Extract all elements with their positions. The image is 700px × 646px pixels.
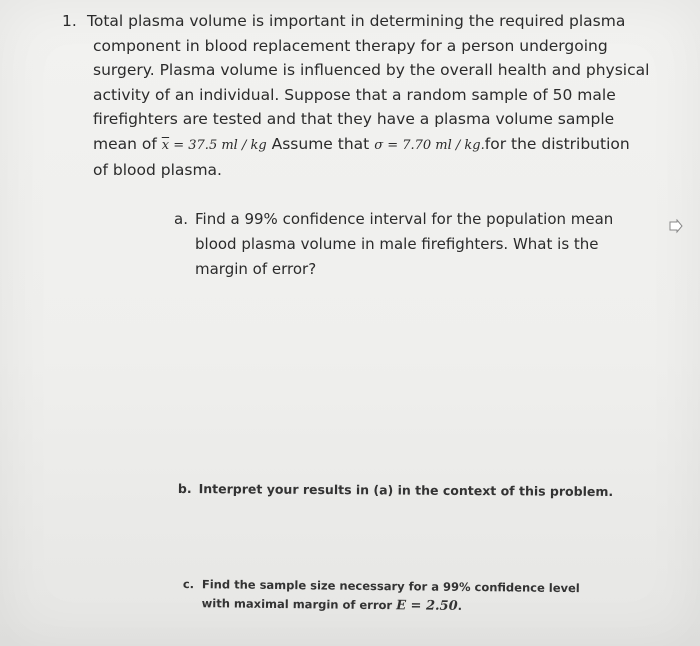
- part-b: [178, 479, 638, 502]
- assume-text: Assume that: [271, 134, 370, 153]
- error-expression: E = 2.50: [396, 598, 458, 614]
- part-a: [174, 207, 644, 282]
- question-line: of blood plasma.: [93, 161, 222, 179]
- question-line: surgery. Plasma volume is influenced by the overall health and physical: [93, 61, 650, 79]
- sigma-expression: σ = 7.70 ml / kg.: [374, 137, 485, 153]
- xbar-value: = 37.5 ml / kg: [169, 137, 267, 153]
- part-c-suffix: .: [457, 598, 463, 613]
- part-c-label: c.: [182, 576, 195, 592]
- part-a-label: a.: [174, 210, 188, 228]
- xbar-symbol: $\overline{x}$: [161, 137, 170, 153]
- part-a-line: margin of error?: [195, 260, 317, 278]
- part-a-line: blood plasma volume in male firefighters. What is the: [195, 235, 599, 253]
- question-line: component in blood replacement therapy for a person undergoing: [93, 36, 608, 55]
- part-c-text: [202, 575, 623, 617]
- part-b-label: b.: [177, 480, 192, 497]
- question-line: firefighters are tested and that they have a plasma volume sample: [93, 110, 615, 128]
- mean-prefix: mean of: [93, 134, 157, 153]
- question-line: activity of an individual. Suppose that a random sample of 50 male: [93, 85, 616, 104]
- part-c: [183, 575, 623, 618]
- part-c-line: Find the sample size necessary for a 99% confidence level: [201, 577, 580, 596]
- question-number: 1.: [62, 12, 77, 30]
- part-a-line: Find a 99% confidence interval for the population mean: [195, 210, 614, 228]
- distribution-text: for the distribution: [484, 134, 630, 153]
- mouse-pointer-icon: [668, 219, 684, 235]
- part-b-text: Interpret your results in (a) in the context of this problem.: [198, 481, 614, 500]
- mean-line: [93, 132, 662, 159]
- question-body: [87, 9, 662, 183]
- part-a-text: [195, 207, 644, 282]
- part-c-prefix: with maximal margin of error: [201, 596, 393, 613]
- xbar-expression: [162, 138, 267, 153]
- question-line: Total plasma volume is important in determining the required plasma: [87, 12, 626, 30]
- question-1: [62, 9, 662, 183]
